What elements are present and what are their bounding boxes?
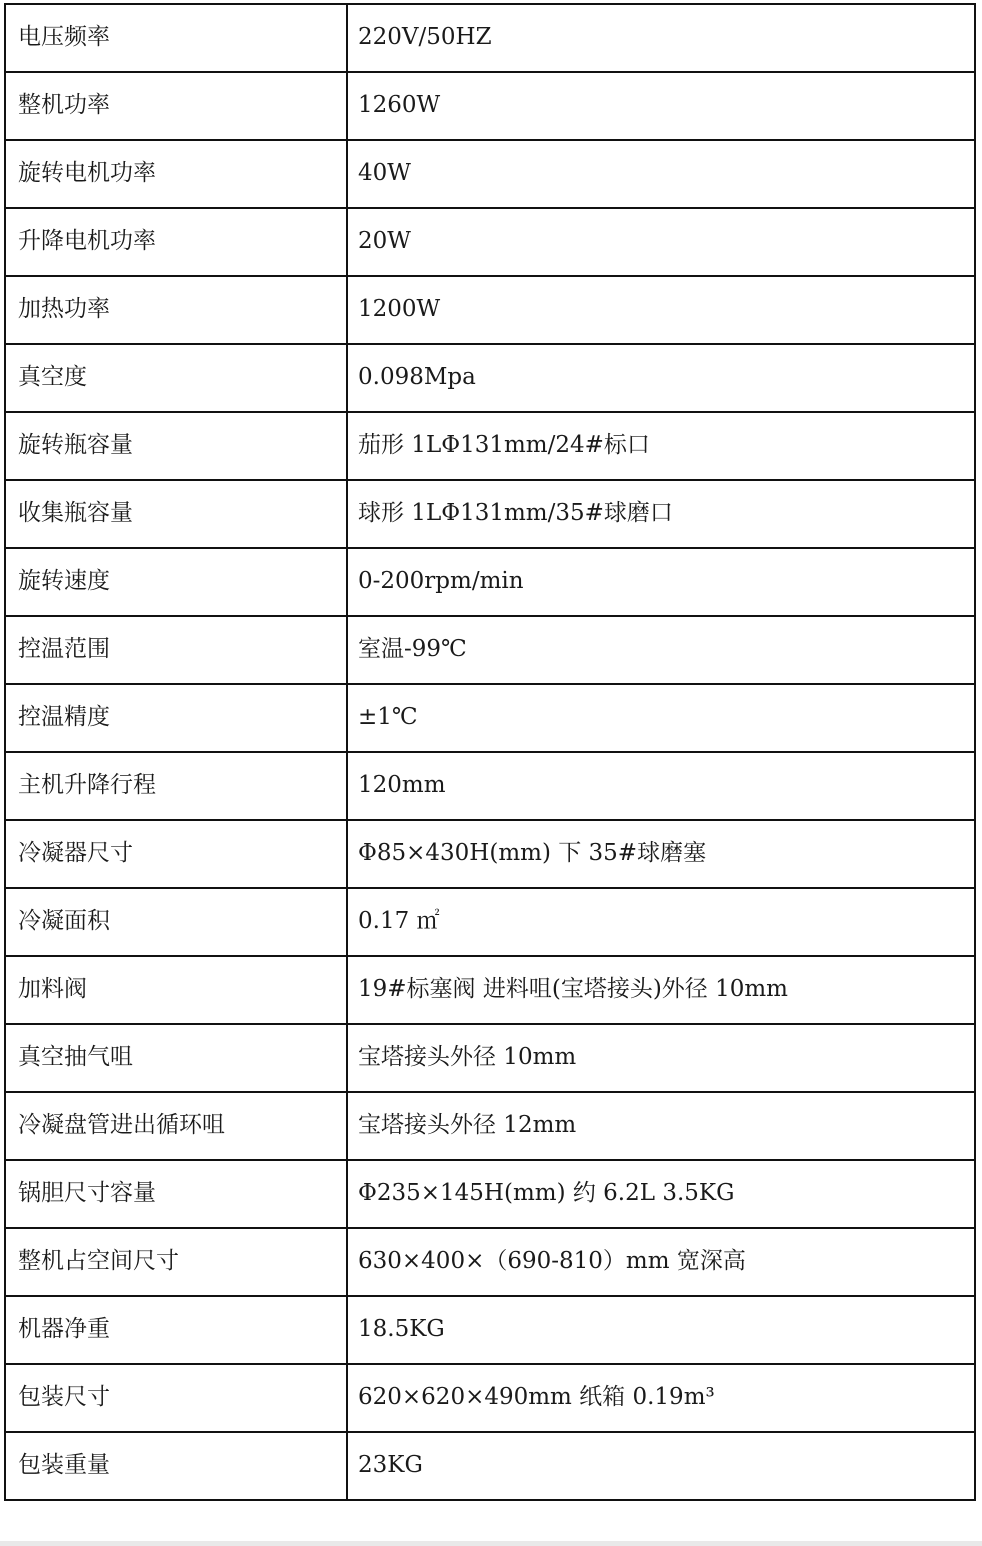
spec-value: 1200W xyxy=(347,276,975,344)
table-row xyxy=(5,956,975,1024)
spec-value: 120mm xyxy=(347,752,975,820)
spec-label: 包装重量 xyxy=(5,1432,347,1500)
spec-table-body xyxy=(5,4,975,1500)
table-row xyxy=(5,480,975,548)
spec-label: 锅胆尺寸容量 xyxy=(5,1160,347,1228)
spec-value: 球形 1LΦ131mm/35#球磨口 xyxy=(347,480,975,548)
spec-label: 整机占空间尺寸 xyxy=(5,1228,347,1296)
spec-label: 加热功率 xyxy=(5,276,347,344)
spec-value: 23KG xyxy=(347,1432,975,1500)
spec-label: 机器净重 xyxy=(5,1296,347,1364)
spec-label: 电压频率 xyxy=(5,4,347,72)
spec-value: 40W xyxy=(347,140,975,208)
spec-label: 收集瓶容量 xyxy=(5,480,347,548)
spec-value: 220V/50HZ xyxy=(347,4,975,72)
spec-label: 冷凝面积 xyxy=(5,888,347,956)
table-row xyxy=(5,1024,975,1092)
spec-label: 冷凝器尺寸 xyxy=(5,820,347,888)
spec-label: 旋转电机功率 xyxy=(5,140,347,208)
spec-label: 旋转速度 xyxy=(5,548,347,616)
table-row xyxy=(5,1432,975,1500)
table-row xyxy=(5,344,975,412)
spec-value: 620×620×490mm 纸箱 0.19m³ xyxy=(347,1364,975,1432)
spec-value: 0.098Mpa xyxy=(347,344,975,412)
spec-value: 1260W xyxy=(347,72,975,140)
spec-label: 包装尺寸 xyxy=(5,1364,347,1432)
spec-value: 19#标塞阀 进料咀(宝塔接头)外径 10mm xyxy=(347,956,975,1024)
spec-value: 18.5KG xyxy=(347,1296,975,1364)
spec-value: 0-200rpm/min xyxy=(347,548,975,616)
table-row xyxy=(5,1364,975,1432)
table-row xyxy=(5,276,975,344)
table-row xyxy=(5,412,975,480)
spec-table xyxy=(4,3,976,1501)
spec-label: 整机功率 xyxy=(5,72,347,140)
spec-label: 加料阀 xyxy=(5,956,347,1024)
spec-value: 宝塔接头外径 12mm xyxy=(347,1092,975,1160)
table-row xyxy=(5,752,975,820)
table-row xyxy=(5,684,975,752)
table-row xyxy=(5,1228,975,1296)
table-row xyxy=(5,208,975,276)
spec-label: 真空抽气咀 xyxy=(5,1024,347,1092)
table-row xyxy=(5,616,975,684)
spec-value: 宝塔接头外径 10mm xyxy=(347,1024,975,1092)
table-row xyxy=(5,888,975,956)
spec-value: Φ235×145H(mm) 约 6.2L 3.5KG xyxy=(347,1160,975,1228)
spec-label: 真空度 xyxy=(5,344,347,412)
spec-value: 20W xyxy=(347,208,975,276)
spec-value: Φ85×430H(mm) 下 35#球磨塞 xyxy=(347,820,975,888)
table-row xyxy=(5,4,975,72)
table-row xyxy=(5,820,975,888)
spec-value: 630×400×（690-810）mm 宽深高 xyxy=(347,1228,975,1296)
spec-value: ±1℃ xyxy=(347,684,975,752)
table-row xyxy=(5,548,975,616)
table-row xyxy=(5,72,975,140)
spec-label: 控温精度 xyxy=(5,684,347,752)
spec-value: 0.17 ㎡ xyxy=(347,888,975,956)
spec-label: 主机升降行程 xyxy=(5,752,347,820)
table-row xyxy=(5,1092,975,1160)
spec-label: 控温范围 xyxy=(5,616,347,684)
spec-value: 茄形 1LΦ131mm/24#标口 xyxy=(347,412,975,480)
spec-value: 室温-99℃ xyxy=(347,616,975,684)
table-row xyxy=(5,140,975,208)
spec-label: 冷凝盘管进出循环咀 xyxy=(5,1092,347,1160)
spec-label: 升降电机功率 xyxy=(5,208,347,276)
table-row xyxy=(5,1160,975,1228)
spec-label: 旋转瓶容量 xyxy=(5,412,347,480)
bottom-strip xyxy=(0,1541,982,1546)
table-row xyxy=(5,1296,975,1364)
